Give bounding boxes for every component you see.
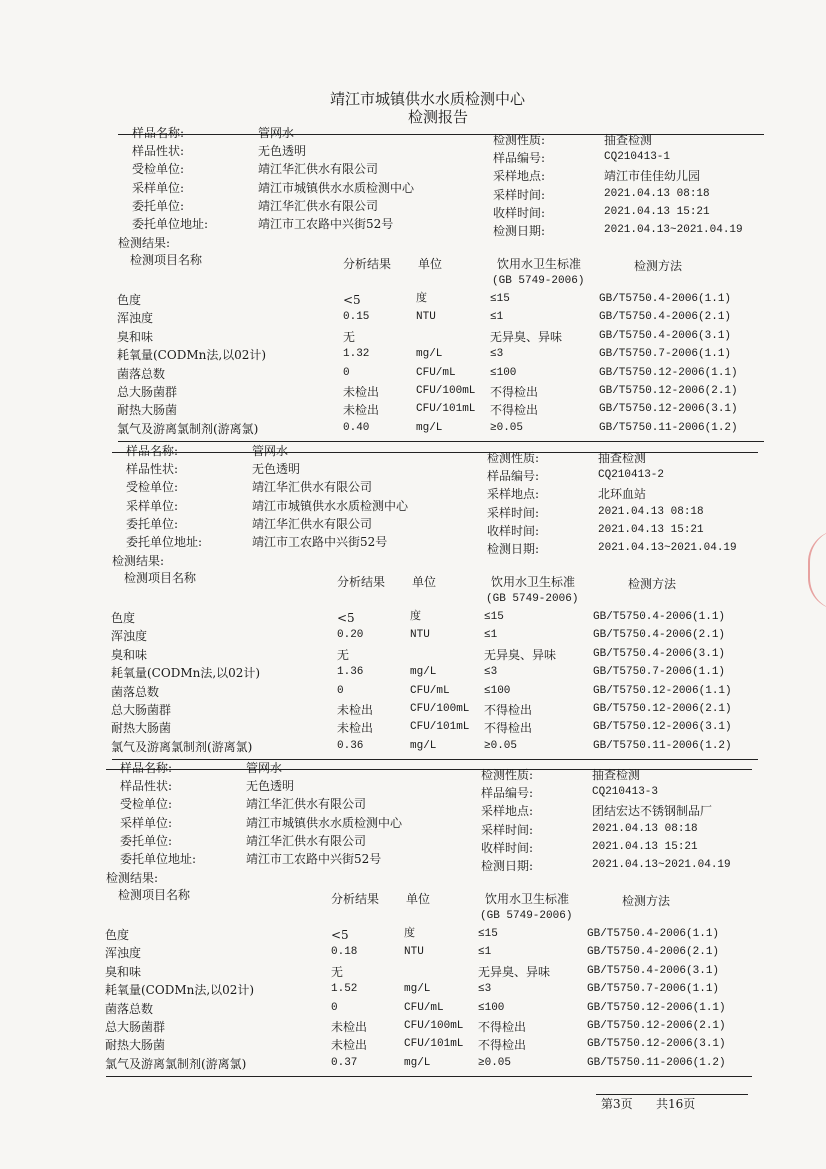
test-nature-label: 检测性质:: [487, 451, 540, 465]
sample-name-label: 样品名称:: [132, 126, 185, 140]
inspected-unit-value: 靖江华汇供水有限公司: [252, 480, 373, 495]
row-oxygen-consumption-method: GB/T5750.7-2006(1.1): [599, 348, 732, 361]
row-coliform-result: 未检出: [337, 703, 374, 717]
row-colony-count-method: GB/T5750.12-2006(1.1): [593, 684, 732, 697]
row-coliform-result: 未检出: [331, 1020, 368, 1034]
row-odour-standard: 无异臭、异味: [490, 329, 563, 344]
row-colour-standard: ≤15: [490, 293, 510, 305]
sampling-time-label: 采样时间:: [487, 505, 540, 520]
inspected-unit-label: 受检单位:: [126, 480, 179, 495]
row-oxygen-consumption-result: 1.52: [331, 983, 358, 996]
row-colour-name: 色度: [105, 928, 130, 942]
row-colony-count-standard: ≤100: [484, 684, 511, 697]
sampling-site-value: 北环血站: [598, 487, 647, 502]
sample-number-value: CQ210413-1: [604, 151, 671, 164]
col-unit: 单位: [418, 257, 443, 271]
test-nature-label: 检测性质:: [481, 768, 534, 782]
row-oxygen-consumption-name: 耗氧量(CODMn法,以02计): [117, 348, 267, 363]
row-coliform-name: 总大肠菌群: [105, 1020, 166, 1034]
row-colour-method: GB/T5750.4-2006(1.1): [599, 293, 732, 305]
receive-time-label: 收样时间:: [493, 205, 546, 220]
col-method: 检测方法: [628, 577, 677, 591]
row-turbidity-method: GB/T5750.4-2006(2.1): [593, 629, 726, 642]
row-colony-count-name: 菌落总数: [117, 366, 166, 381]
entrust-address-label: 委托单位地址:: [126, 535, 203, 549]
row-coliform-unit: CFU/100mL: [416, 385, 476, 397]
row-oxygen-consumption-name: 耗氧量(CODMn法,以02计): [105, 983, 255, 998]
row-free-chlorine-result: 0.40: [343, 421, 370, 434]
section-rule: [118, 134, 764, 135]
row-turbidity-result: 0.15: [343, 311, 370, 324]
row-turbidity-standard: ≤1: [478, 946, 492, 959]
test-date-value: 2021.04.13~2021.04.19: [598, 542, 737, 554]
sample-trait-value: 无色透明: [258, 144, 307, 159]
entrust-address-label: 委托单位地址:: [132, 217, 209, 231]
row-odour-result: 无: [331, 964, 344, 979]
row-thermotolerant-coliform-unit: CFU/101mL: [416, 403, 476, 416]
row-odour-method: GB/T5750.4-2006(3.1): [593, 647, 726, 660]
row-oxygen-consumption-method: GB/T5750.7-2006(1.1): [593, 666, 726, 679]
section-end-rule: [118, 441, 764, 442]
row-free-chlorine-result: 0.37: [331, 1056, 358, 1069]
row-colour-result: <5: [343, 293, 361, 307]
row-thermotolerant-coliform-name: 耐热大肠菌: [111, 721, 172, 736]
row-coliform-standard: 不得检出: [478, 1020, 527, 1034]
sample-name-value: 管网水: [252, 444, 289, 458]
sample-name-label: 样品名称:: [120, 761, 173, 775]
row-odour-result: 无: [343, 329, 356, 344]
entrust-unit-label: 委托单位:: [120, 833, 173, 848]
sampling-unit-label: 采样单位:: [126, 498, 179, 513]
entrust-unit-value: 靖江华汇供水有限公司: [252, 516, 373, 531]
sample-name-label: 样品名称:: [126, 444, 179, 458]
sample-number-value: CQ210413-2: [598, 469, 665, 482]
row-thermotolerant-coliform-unit: CFU/101mL: [410, 721, 470, 734]
col-unit: 单位: [406, 892, 431, 906]
row-thermotolerant-coliform-standard: 不得检出: [478, 1038, 527, 1053]
row-free-chlorine-name: 氯气及游离氯制剂(游离氯): [111, 739, 253, 754]
col-item: 检测项目名称: [118, 888, 191, 902]
row-colony-count-unit: CFU/mL: [410, 684, 450, 697]
row-colour-name: 色度: [111, 611, 136, 625]
sampling-unit-label: 采样单位:: [120, 815, 173, 830]
row-oxygen-consumption-standard: ≤3: [490, 348, 504, 361]
sampling-unit-label: 采样单位:: [132, 180, 185, 195]
page-number: 第3页: [601, 1097, 633, 1111]
row-coliform-method: GB/T5750.12-2006(2.1): [593, 703, 732, 715]
sampling-site-label: 采样地点:: [487, 487, 540, 502]
row-odour-name: 臭和味: [105, 964, 142, 979]
row-free-chlorine-name: 氯气及游离氯制剂(游离氯): [105, 1056, 247, 1071]
sample-name-value: 管网水: [246, 761, 283, 775]
row-turbidity-unit: NTU: [416, 311, 436, 324]
sampling-unit-value: 靖江市城镇供水水质检测中心: [258, 180, 415, 195]
results-heading: 检测结果:: [118, 236, 171, 250]
entrust-unit-value: 靖江华汇供水有限公司: [258, 198, 379, 213]
row-turbidity-name: 浑浊度: [117, 311, 154, 326]
row-oxygen-consumption-result: 1.32: [343, 348, 370, 361]
row-coliform-standard: 不得检出: [490, 385, 539, 399]
test-nature-value: 抽查检测: [604, 133, 653, 147]
row-colour-standard: ≤15: [478, 928, 498, 940]
test-nature-value: 抽查检测: [592, 768, 641, 782]
sampling-unit-value: 靖江市城镇供水水质检测中心: [246, 815, 403, 830]
sample-trait-label: 样品性状:: [126, 462, 179, 477]
row-free-chlorine-method: GB/T5750.11-2006(1.2): [593, 739, 732, 752]
row-coliform-result: 未检出: [343, 385, 380, 399]
row-coliform-method: GB/T5750.12-2006(2.1): [587, 1020, 726, 1032]
sample-number-label: 样品编号:: [487, 469, 540, 484]
row-colour-unit: 度: [404, 928, 415, 940]
row-colony-count-unit: CFU/mL: [416, 366, 456, 379]
footer-rule: [596, 1094, 748, 1095]
row-colony-count-result: 0: [343, 366, 350, 379]
col-standard: 饮用水卫生标准: [497, 257, 582, 271]
stamp-mark: [808, 530, 826, 610]
inspected-unit-value: 靖江华汇供水有限公司: [258, 162, 379, 177]
entrust-address-label: 委托单位地址:: [120, 852, 197, 866]
col-standard: 饮用水卫生标准: [491, 575, 576, 589]
entrust-address-value: 靖江市工农路中兴街52号: [258, 217, 394, 231]
test-date-value: 2021.04.13~2021.04.19: [604, 224, 743, 236]
col-item: 检测项目名称: [130, 253, 203, 267]
row-colour-result: <5: [331, 928, 349, 942]
receive-time-label: 收样时间:: [487, 523, 540, 538]
row-free-chlorine-standard: ≥0.05: [484, 739, 518, 752]
row-colony-count-method: GB/T5750.12-2006(1.1): [599, 366, 738, 379]
inspected-unit-value: 靖江华汇供水有限公司: [246, 797, 367, 812]
receive-time-value: 2021.04.13 15:21: [598, 523, 704, 536]
report-org-title: 靖江市城镇供水水质检测中心: [330, 90, 526, 108]
col-method: 检测方法: [634, 259, 683, 273]
row-colony-count-result: 0: [337, 684, 344, 697]
row-colour-name: 色度: [117, 293, 142, 307]
row-oxygen-consumption-unit: mg/L: [404, 983, 431, 996]
row-turbidity-result: 0.20: [337, 629, 364, 642]
row-free-chlorine-unit: mg/L: [404, 1056, 431, 1069]
row-turbidity-standard: ≤1: [484, 629, 498, 642]
sampling-time-value: 2021.04.13 08:18: [592, 822, 698, 835]
entrust-unit-label: 委托单位:: [132, 198, 185, 213]
row-oxygen-consumption-unit: mg/L: [410, 666, 437, 679]
entrust-address-value: 靖江市工农路中兴街52号: [252, 535, 388, 549]
col-result: 分析结果: [331, 892, 380, 906]
row-thermotolerant-coliform-name: 耐热大肠菌: [105, 1038, 166, 1053]
row-free-chlorine-standard: ≥0.05: [490, 421, 524, 434]
row-coliform-name: 总大肠菌群: [111, 703, 172, 717]
row-oxygen-consumption-name: 耗氧量(CODMn法,以02计): [111, 666, 261, 681]
report-title: 检测报告: [408, 108, 469, 126]
section-rule: [106, 769, 752, 770]
row-colony-count-method: GB/T5750.12-2006(1.1): [587, 1001, 726, 1014]
row-oxygen-consumption-standard: ≤3: [478, 983, 492, 996]
sampling-time-value: 2021.04.13 08:18: [604, 187, 710, 200]
inspected-unit-label: 受检单位:: [132, 162, 185, 177]
sampling-site-label: 采样地点:: [493, 169, 546, 184]
row-coliform-unit: CFU/100mL: [404, 1020, 464, 1032]
results-heading: 检测结果:: [112, 554, 165, 568]
row-free-chlorine-method: GB/T5750.11-2006(1.2): [587, 1056, 726, 1069]
sampling-site-label: 采样地点:: [481, 804, 534, 819]
row-turbidity-name: 浑浊度: [111, 629, 148, 644]
sampling-site-value: 靖江市佳佳幼儿园: [604, 169, 701, 184]
sample-trait-value: 无色透明: [246, 779, 295, 794]
row-colony-count-result: 0: [331, 1001, 338, 1014]
row-odour-standard: 无异臭、异味: [484, 647, 557, 662]
row-thermotolerant-coliform-standard: 不得检出: [484, 721, 533, 736]
col-standard: 饮用水卫生标准: [485, 892, 570, 906]
test-date-label: 检测日期:: [487, 542, 540, 556]
receive-time-value: 2021.04.13 15:21: [604, 205, 710, 218]
col-unit: 单位: [412, 575, 437, 589]
sample-number-label: 样品编号:: [493, 151, 546, 166]
row-free-chlorine-result: 0.36: [337, 739, 364, 752]
row-free-chlorine-standard: ≥0.05: [478, 1056, 512, 1069]
row-colony-count-standard: ≤100: [490, 366, 517, 379]
row-thermotolerant-coliform-name: 耐热大肠菌: [117, 403, 178, 418]
page-total: 共16页: [656, 1097, 696, 1111]
entrust-unit-value: 靖江华汇供水有限公司: [246, 833, 367, 848]
col-standard-code: (GB 5749-2006): [480, 910, 573, 922]
sampling-site-value: 团结宏达不锈钢制品厂: [592, 804, 713, 819]
sampling-time-label: 采样时间:: [493, 187, 546, 202]
receive-time-value: 2021.04.13 15:21: [592, 840, 698, 853]
row-turbidity-result: 0.18: [331, 946, 358, 959]
row-turbidity-unit: NTU: [404, 946, 424, 959]
row-colony-count-name: 菌落总数: [111, 684, 160, 699]
entrust-address-value: 靖江市工农路中兴街52号: [246, 852, 382, 866]
row-odour-method: GB/T5750.4-2006(3.1): [599, 329, 732, 342]
row-odour-method: GB/T5750.4-2006(3.1): [587, 964, 720, 977]
row-turbidity-unit: NTU: [410, 629, 430, 642]
col-item: 检测项目名称: [124, 571, 197, 585]
test-nature-label: 检测性质:: [493, 133, 546, 147]
col-result: 分析结果: [337, 575, 386, 589]
row-colour-unit: 度: [410, 611, 421, 623]
row-thermotolerant-coliform-result: 未检出: [343, 403, 380, 418]
row-odour-name: 臭和味: [111, 647, 148, 662]
row-thermotolerant-coliform-result: 未检出: [337, 721, 374, 736]
row-thermotolerant-coliform-method: GB/T5750.12-2006(3.1): [587, 1038, 726, 1051]
sample-trait-value: 无色透明: [252, 462, 301, 477]
row-turbidity-standard: ≤1: [490, 311, 504, 324]
row-free-chlorine-unit: mg/L: [410, 739, 437, 752]
results-heading: 检测结果:: [106, 871, 159, 885]
test-nature-value: 抽查检测: [598, 451, 647, 465]
sampling-time-label: 采样时间:: [481, 822, 534, 837]
test-date-label: 检测日期:: [481, 859, 534, 873]
sample-trait-label: 样品性状:: [132, 144, 185, 159]
row-coliform-method: GB/T5750.12-2006(2.1): [599, 385, 738, 397]
col-standard-code: (GB 5749-2006): [486, 593, 579, 605]
receive-time-label: 收样时间:: [481, 840, 534, 855]
row-colour-standard: ≤15: [484, 611, 504, 623]
row-free-chlorine-unit: mg/L: [416, 421, 443, 434]
inspected-unit-label: 受检单位:: [120, 797, 173, 812]
row-odour-standard: 无异臭、异味: [478, 964, 551, 979]
row-colour-result: <5: [337, 611, 355, 625]
row-colour-method: GB/T5750.4-2006(1.1): [587, 928, 720, 940]
row-oxygen-consumption-unit: mg/L: [416, 348, 443, 361]
row-odour-result: 无: [337, 647, 350, 662]
entrust-unit-label: 委托单位:: [126, 516, 179, 531]
sampling-time-value: 2021.04.13 08:18: [598, 505, 704, 518]
row-turbidity-method: GB/T5750.4-2006(2.1): [587, 946, 720, 959]
section-rule: [112, 452, 758, 453]
col-method: 检测方法: [622, 894, 671, 908]
test-date-value: 2021.04.13~2021.04.19: [592, 859, 731, 871]
col-standard-code: (GB 5749-2006): [492, 275, 585, 287]
section-end-rule: [112, 759, 758, 760]
row-turbidity-method: GB/T5750.4-2006(2.1): [599, 311, 732, 324]
row-coliform-standard: 不得检出: [484, 703, 533, 717]
row-oxygen-consumption-method: GB/T5750.7-2006(1.1): [587, 983, 720, 996]
row-free-chlorine-name: 氯气及游离氯制剂(游离氯): [117, 421, 259, 436]
row-colour-method: GB/T5750.4-2006(1.1): [593, 611, 726, 623]
col-result: 分析结果: [343, 257, 392, 271]
row-odour-name: 臭和味: [117, 329, 154, 344]
row-oxygen-consumption-result: 1.36: [337, 666, 364, 679]
row-colony-count-standard: ≤100: [478, 1001, 505, 1014]
sampling-unit-value: 靖江市城镇供水水质检测中心: [252, 498, 409, 513]
row-coliform-name: 总大肠菌群: [117, 385, 178, 399]
sample-number-value: CQ210413-3: [592, 786, 659, 799]
row-thermotolerant-coliform-standard: 不得检出: [490, 403, 539, 418]
row-colour-unit: 度: [416, 293, 427, 305]
row-free-chlorine-method: GB/T5750.11-2006(1.2): [599, 421, 738, 434]
sample-name-value: 管网水: [258, 126, 295, 140]
sample-number-label: 样品编号:: [481, 786, 534, 801]
row-oxygen-consumption-standard: ≤3: [484, 666, 498, 679]
row-colony-count-name: 菌落总数: [105, 1001, 154, 1016]
row-thermotolerant-coliform-method: GB/T5750.12-2006(3.1): [599, 403, 738, 416]
section-end-rule: [106, 1076, 752, 1077]
row-thermotolerant-coliform-unit: CFU/101mL: [404, 1038, 464, 1051]
row-thermotolerant-coliform-method: GB/T5750.12-2006(3.1): [593, 721, 732, 734]
test-date-label: 检测日期:: [493, 224, 546, 238]
row-coliform-unit: CFU/100mL: [410, 703, 470, 715]
sample-trait-label: 样品性状:: [120, 779, 173, 794]
row-turbidity-name: 浑浊度: [105, 946, 142, 961]
row-thermotolerant-coliform-result: 未检出: [331, 1038, 368, 1053]
row-colony-count-unit: CFU/mL: [404, 1001, 444, 1014]
